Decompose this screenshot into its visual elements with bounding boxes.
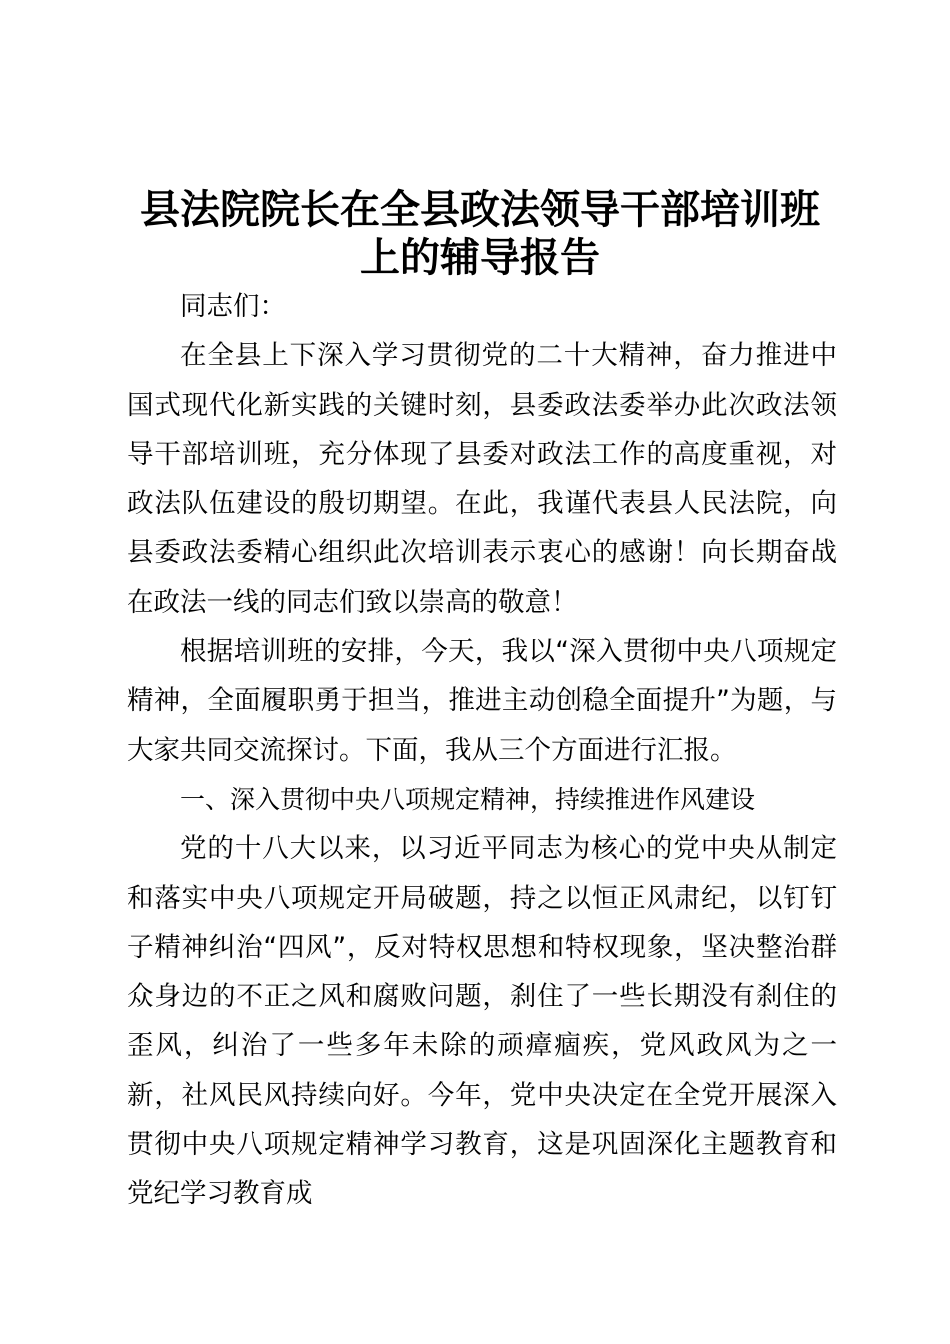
document-title-line-1: 县法院院长在全县政法领导干部培训班 xyxy=(140,187,820,233)
salutation: 同志们： xyxy=(180,291,286,322)
paragraph-opening: 在全县上下深入学习贯彻党的二十大精神，奋力推进中国式现代化新实践的关键时刻，县委政法委举办此次政法领导干部培训班，充分体现了县委对政法工作的高度重视，对政法队伍建设的殷切期望。在此，我谨代表县人民法院，向县委政法委精心组织此次培训表示衷心的感谢！向长期奋战在政法一线的同志们致以崇高的敬意！ xyxy=(127,340,837,618)
section-heading-1: 一、深入贯彻中央八项规定精神，持续推进作风建设 xyxy=(180,784,756,814)
document-title-line-2: 上的辅导报告 xyxy=(360,235,600,281)
section-1-paragraph: 党的十八大以来，以习近平同志为核心的党中央从制定和落实中央八项规定开局破题，持之以恒正风肃纪，以钉钉子精神纠治“四风”，反对特权思想和特权现象，坚决整治群众身边的不正之风和腐败问题，刹住了一些长期没有刹住的歪风，纠治了一些多年未除的顽瘴痼疾，党风政风为之一新，社风民风持续向好。今年，党中央决定在全党开展深入贯彻中央八项规定精神学习教育，这是巩固深化主题教育和党纪学习教育成 xyxy=(127,833,837,1210)
document-body xyxy=(127,282,837,1219)
paragraph-topic: 根据培训班的安排，今天，我以“深入贯彻中央八项规定精神，全面履职勇于担当，推进主动创稳全面提升”为题，与大家共同交流探讨。下面，我从三个方面进行汇报。 xyxy=(127,636,837,766)
